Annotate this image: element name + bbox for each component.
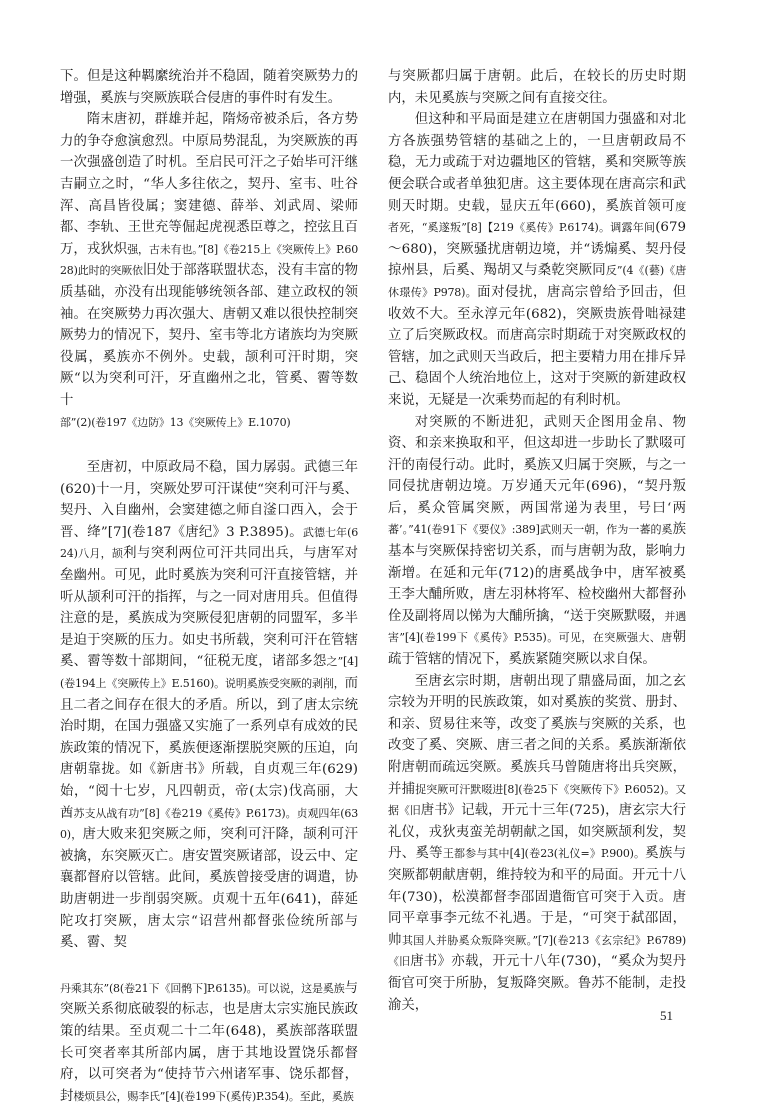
citation-note: 王都参与其中[4](卷23(礼仪=》P.900)。 (442, 847, 646, 861)
paragraph-text: 下。但是这种羁縻统治并不稳固，随着突厥势力的增强，奚族与突厥族联合侵唐的事件时有发生。 (60, 69, 358, 106)
paragraph-text: 朝疏于管辖的情况下，奚族紧随突厥以求自保。 (388, 630, 686, 668)
paragraph-text: 利与突利两位可汗共同出兵，与唐军对垒幽州。可见，此时奚族为突利可汗直接管辖，并听从颉利可汗的指挥，与之一同对唐用兵。但值得注意的是，奚族成为突厥侵犯唐朝的同盟军，多半是迫于突厥的压力。如史书所载，突利可汗在管辖奚、霫等数十部期间，“征税无度，诸部多怨 (60, 546, 359, 670)
paragraph-text: 族基本与突厥保持密切关系，而与唐朝为敌，影响力渐增。在延和元年(712)的唐奚战争中，唐军被奚王李大酺所败，唐左羽林将军、检校幽州大都督孙佺及副将周以悌为大酺所擒，“送于突厥默啜， (388, 522, 686, 624)
page-number: 51 (660, 1008, 673, 1023)
paragraph (388, 412, 686, 671)
paragraph (388, 66, 686, 109)
citation-note: 丹乘其东”(8(卷21下《回鹘下]P.6135)。可以说，这是奚族 (60, 981, 345, 995)
citation-note: 度者死，“奚遂叛”[8]【219《奚传》P.6174)。调露年间 (388, 199, 686, 235)
paragraph-text: 与突厥都归属于唐朝。此后，在较长的历史时期内，未见奚族与突厥之间有直接交往。 (388, 69, 686, 106)
paragraph (60, 109, 358, 433)
citation-note: 蕃’。”41(卷91下《要仪》:389]武则天一朝，作为一蕃的奚 (388, 523, 673, 537)
paragraph-text: 至唐初，中原政局不稳，国力孱弱。武德三年(620)十一月，突厥处罗可汗谋使“突利可汗与奚、契丹、入自幽州，会窦建德之师自滏口西入，会于晋、绛”[7](卷187《唐纪》3 P.3895)。 (60, 460, 358, 540)
paragraph-text: 对突厥的不断进犯，武则天企图用金帛、物资、和亲来换取和平，但这却进一步助长了默啜可汗的南侵行动。此时，奚族又归属于突厥，与之一同侵扰唐朝边境。万岁通天元年(696)，“契丹叛后，奚众管属突厥，两国常递为表里，号曰‘两 (388, 414, 686, 516)
citation-note: 武德七年(624)八月，颉 (60, 525, 358, 561)
paragraph-text: 但这种和平局面是建立在唐朝国力强盛和对北方各族强势管辖的基础之上的，一旦唐朝政局不稳，无力或疏于对边疆地区的管辖，奚和突厥等族便会联合或者单独犯唐。这主要体现在唐高宗和武则天时期。史载，显庆五年(660)，奚族首领可 (388, 112, 686, 214)
paragraph-text: 与突厥关系彻底破裂的标志，也是唐太宗实施民族政策的结果。至贞观二十二年(648)，奚族部落联盟长可突者率其所部内属，唐于其地设置饶乐都督府，以可突者为“使持节六州诸军事、饶乐都督，封 (60, 980, 358, 1104)
paragraph-text: 旧处于部落联盟状态，没有丰富的物质基础，亦没有出现能够统领各部、建立政权的领袖。在突厥势力再次强大、唐朝又难以很快控制突厥势力的情况下，契丹、室韦等北方诸族均为突厥役属，奚族亦不例外。史载，颉利可汗时期，突厥“以为突利可汗，牙直幽州之北，管奚、霫等数十 (60, 263, 358, 408)
paragraph-text: 唐大败来犯突厥之师，突利可汗降，颉利可汗被擒，东突厥灭亡。唐安置突厥诸部，设云中、定襄都督府以管辖。此间，奚族曾接受唐的调遣，协助唐朝进一步削弱突厥。贞观十五年(641)，薛延陀攻打突厥，唐太宗“诏营州都督张俭统所部与奚、霫、契 (60, 827, 358, 951)
paragraph-text: 而且二者之间存在很大的矛盾。所以，到了唐太宗统治时期，在国力强盛又实施了一系列卓有成效的民族政策的情况下，奚族便逐渐摆脱突厥的压迫，向唐朝靠拢。如《新唐书》所载，自贞观三年(629)始，“阅十七岁，凡四朝贡，帝(太宗)伐高丽，大酋 (60, 676, 358, 821)
citation-note: 并遇害”[4](卷199下《奚传》P.535)。可见，在突厥强大、唐 (388, 609, 686, 645)
citation-note: 反”(4《(藝)《唐休璟传》P978)。 (388, 264, 687, 299)
citation-note: 部”(2)(卷197《边防》13《突厥传上》E.1070) (60, 415, 291, 429)
paragraph-text: 唐书》记载，开元十三年(725)，唐玄宗大行礼仪，戎狄夷蛮羌胡朝献之国，如突厥颉利发，契丹、奚等 (388, 803, 686, 862)
paragraph-text: 奚族与突厥都朝献唐朝，维持较为和平的局面。开元十八年(730)，松漠都督李邵固遣衙官可突于入贡。唐同平章事李元纮不礼遇。于是，“可突于弑邵固，帅 (388, 846, 687, 948)
citation-note: 楼烦县公，赐李氏”[4](卷199下(奚传)P.354)。至此，奚族 (73, 1089, 354, 1103)
paragraph (388, 109, 686, 411)
left-column (60, 66, 358, 1107)
paragraph-text: (679～680)，突厥骚扰唐朝边境，并“诱煽奚、契丹侵掠州县，后奚、羯胡又与桑乾突厥同 (388, 220, 686, 279)
paragraph (60, 457, 358, 954)
citation-note: 捉突厥可汗默啜进[8](卷25下《突厥传下》P.6052)。又据《旧 (388, 782, 687, 818)
citation-note: 强，古未有也。”[8]《卷215上《突厥传上》P.6028)此时的突厥依 (60, 242, 358, 278)
paragraph-text: 至唐玄宗时期，唐朝出现了鼎盛局面，加之玄宗较为开明的民族政策，如对奚族的奖赏、册封、和亲、贸易往来等，改变了奚族与突厥的关系，也改变了奚、突厥、唐三者之间的关系。奚族渐渐依附唐朝而疏远突厥。奚族兵马曾随唐将出兵突厥，并捕 (388, 673, 686, 797)
citation-note: 苏支从战有功”[8]《卷219《奚传》P.6173)。贞观四年(630)， (60, 806, 358, 842)
paragraph (60, 978, 358, 1107)
citation-note: 之”[4](卷194上《突厥传上》E.5160)。说明奚族受突厥的剥削， (60, 655, 358, 691)
paragraph-text: 隋末唐初，群雄并起，隋炀帝被杀后，各方势力的争夺愈演愈烈。中原局势混乱，为突厥族的再一次强盛创造了时机。至启民可汗之子始毕可汗继吉嗣立之时，“华人多往依之，契丹、室韦、吐谷浑、高昌皆役属；窦建德、薛举、刘武周、梁师都、李轨、王世充等倔起虎视悉臣尊之，控弦且百万，戎狄炽 (60, 112, 358, 257)
paragraph (60, 66, 358, 109)
citation-note: 其国人并胁奚众叛降突厥。”[7](卷213《玄宗纪》P.6789)《旧 (388, 933, 686, 969)
paragraph (388, 671, 686, 1017)
right-column (388, 66, 686, 1016)
paragraph-gap (60, 954, 358, 978)
paragraph-gap (60, 433, 358, 457)
paragraph-text: 唐书》亦载，开元十八年(730)，“奚众为契丹衙官可突于所胁，复叛降突厥。鲁苏不能制，走投渝关， (388, 954, 686, 1013)
paragraph-text: 面对侵扰，唐高宗曾给予回击，但收效不大。至永淳元年(682)，突厥贵族骨咄禄建立了后突厥政权。而唐高宗时期疏于对突厥政权的管辖，加之武则天当政后，把主要精力用在排斥异己、稳固个人统治地位上，这对于突厥的新建政权来说，无疑是一次乘势而起的有利时机。 (388, 284, 686, 408)
